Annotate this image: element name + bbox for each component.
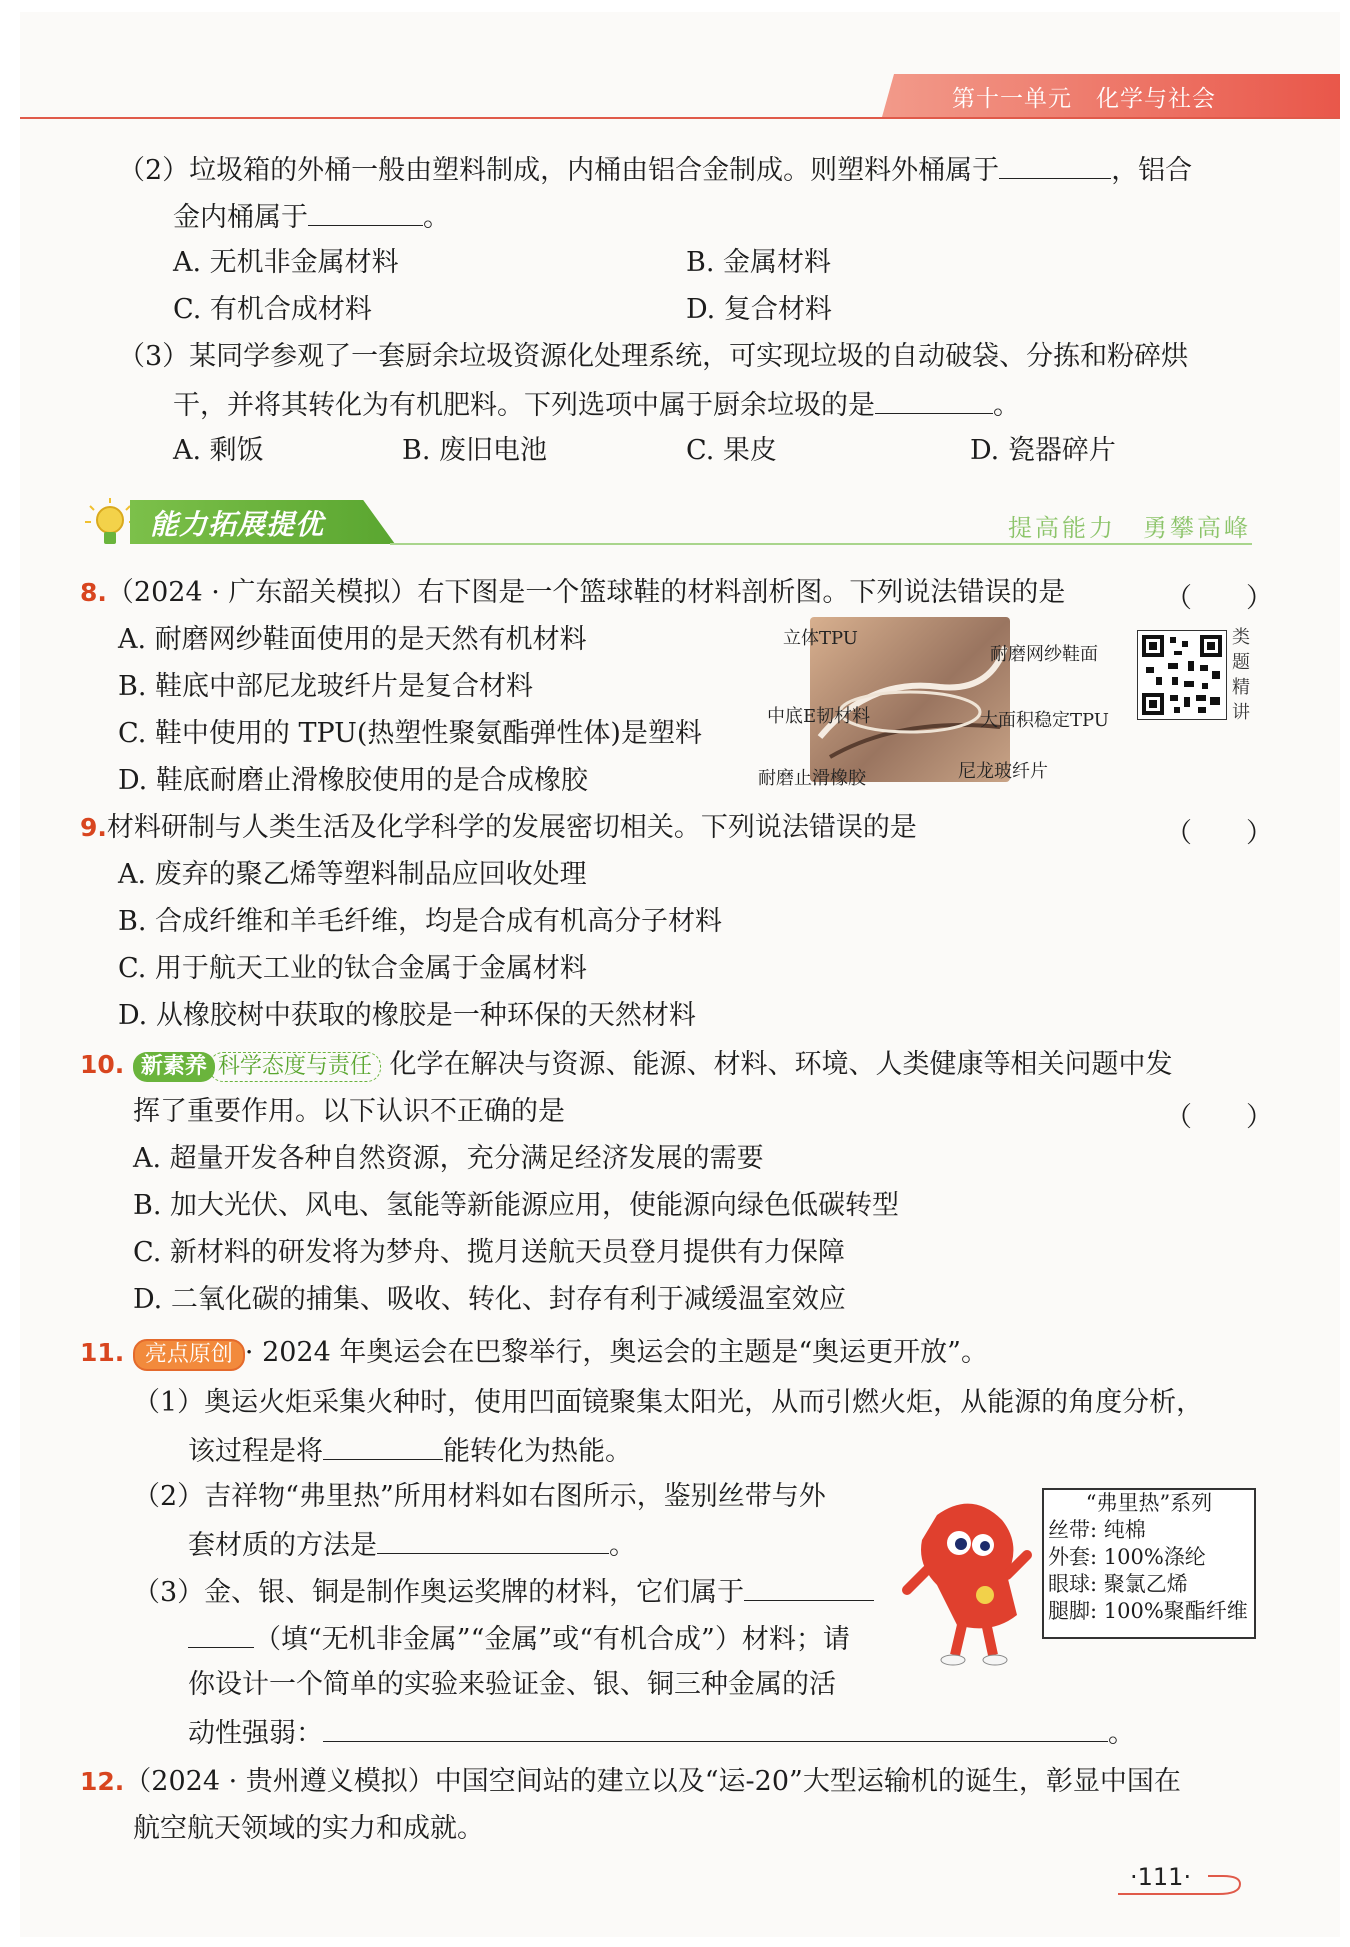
q7-part2-line1: （2）垃圾箱的外桶一般由塑料制成，内桶由铝合金制成。则塑料外桶属于 ，铝合 — [118, 152, 1192, 188]
answer-paren[interactable]: （ ） — [1165, 818, 1273, 849]
figure-label: 立体TPU — [783, 628, 858, 649]
figure-label: 大面积稳定TPU — [980, 710, 1109, 731]
answer-blank[interactable] — [323, 1715, 1108, 1742]
mascot-illustration — [897, 1495, 1037, 1670]
qr-caption: 类题精讲 — [1232, 627, 1250, 723]
answer-paren[interactable]: （ ） — [1165, 583, 1273, 614]
q11-part3-line2: （填“无机非金属”“金属”或“有机合成”）材料；请 — [188, 1621, 850, 1657]
q7-option[interactable]: B. 废旧电池 — [402, 435, 548, 466]
q11-part2-line1: （2）吉祥物“弗里热”所用材料如右图所示，鉴别丝带与外 — [133, 1481, 826, 1512]
mascot-box-row: 腿脚: 100%聚酯纤维 — [1048, 1599, 1248, 1623]
q7-part2-line2: 金内桶属于 。 — [173, 199, 450, 235]
figure-label: 尼龙玻纤片 — [958, 761, 1048, 782]
question-number: 12. — [80, 1767, 125, 1796]
mascot-box-title: “弗里热”系列 — [1085, 1491, 1213, 1515]
q11-part2-line2: 套材质的方法是 。 — [188, 1527, 636, 1563]
q11-part1-line2: 该过程是将 能转化为热能。 — [188, 1433, 632, 1469]
section-title: 能力拓展提优 — [150, 508, 325, 541]
unit-title: 第十一单元 化学与社会 — [952, 86, 1216, 112]
q9-option[interactable]: D. 从橡胶树中获取的橡胶是一种环保的天然材料 — [118, 1000, 696, 1031]
page-number-underline-icon — [1118, 1872, 1248, 1896]
q10-stem-line2: 挥了重要作用。以下认识不正确的是 — [133, 1096, 565, 1127]
q12-line1: 12.（2024 · 贵州遵义模拟）中国空间站的建立以及“运-20”大型运输机的诞生，彰显中国在 — [80, 1766, 1181, 1797]
header-rule — [20, 117, 1340, 119]
q11-part3-line4: 动性强弱： 。 — [188, 1715, 1135, 1751]
question-number: 8. — [80, 578, 107, 607]
mascot-box-row: 外套: 100%涤纶 — [1048, 1545, 1206, 1569]
answer-blank[interactable] — [188, 1621, 254, 1648]
answer-blank[interactable] — [744, 1574, 874, 1601]
q10-stem-line1: 10. 新素养 科学态度与责任 化学在解决与资源、能源、材料、环境、人类健康等相关问题中发 — [80, 1049, 1173, 1080]
q11-part3-line3: 你设计一个简单的实验来验证金、银、铜三种金属的活 — [188, 1669, 836, 1700]
figure-label: 中底E韧材料 — [767, 706, 871, 727]
section-slogan: 提高能力 勇攀高峰 — [1008, 514, 1251, 542]
q12-line2: 航空航天领域的实力和成就。 — [133, 1813, 484, 1844]
q9-option[interactable]: B. 合成纤维和羊毛纤维，均是合成有机高分子材料 — [118, 906, 723, 937]
q8-stem: 8.（2024 · 广东韶关模拟）右下图是一个篮球鞋的材料剖析图。下列说法错误的是 — [80, 577, 1066, 608]
section-rule — [390, 543, 1252, 545]
qr-code-icon — [1138, 631, 1226, 719]
q9-stem: 9.材料研制与人类生活及化学科学的发展密切相关。下列说法错误的是 — [80, 812, 917, 843]
q10-option[interactable]: C. 新材料的研发将为梦舟、揽月送航天员登月提供有力保障 — [133, 1237, 845, 1268]
q7-part3-line1: （3）某同学参观了一套厨余垃圾资源化处理系统，可实现垃圾的自动破袋、分拣和粉碎烘 — [118, 341, 1189, 372]
mascot-box-row: 丝带: 纯棉 — [1048, 1518, 1146, 1542]
qr-code[interactable] — [1137, 630, 1227, 720]
q8-option[interactable]: B. 鞋底中部尼龙玻纤片是复合材料 — [118, 671, 534, 702]
figure-label: 耐磨网纱鞋面 — [990, 644, 1098, 665]
answer-blank[interactable] — [377, 1527, 609, 1554]
q7-option[interactable]: A. 无机非金属材料 — [173, 247, 399, 278]
q10-option[interactable]: B. 加大光伏、风电、氢能等新能源应用，使能源向绿色低碳转型 — [133, 1190, 900, 1221]
q7-option[interactable]: C. 有机合成材料 — [173, 294, 372, 325]
q7-option[interactable]: C. 果皮 — [686, 435, 777, 466]
q11-stem: 11. 亮点原创 · 2024 年奥运会在巴黎举行，奥运会的主题是“奥运更开放”。 — [80, 1336, 988, 1371]
question-number: 9. — [80, 813, 107, 842]
q7-option[interactable]: A. 剩饭 — [173, 435, 264, 466]
new-literacy-tag: 新素养 — [133, 1052, 215, 1082]
answer-blank[interactable] — [875, 387, 993, 414]
q11-part3-line1: （3）金、银、铜是制作奥运奖牌的材料，它们属于 — [133, 1574, 874, 1610]
answer-paren[interactable]: （ ） — [1165, 1102, 1273, 1133]
page-number: ·111· — [1130, 1863, 1192, 1891]
q10-option[interactable]: A. 超量开发各种自然资源，充分满足经济发展的需要 — [133, 1143, 764, 1174]
q8-option[interactable]: A. 耐磨网纱鞋面使用的是天然有机材料 — [118, 624, 587, 655]
question-number: 11. — [80, 1338, 125, 1367]
figure-label: 耐磨止滑橡胶 — [758, 768, 866, 789]
q11-part1-line1: （1）奥运火炬采集火种时，使用凹面镜聚集太阳光，从而引燃火炬，从能源的角度分析， — [133, 1387, 1204, 1418]
literacy-topic-tag: 科学态度与责任 — [209, 1052, 381, 1082]
q10-option[interactable]: D. 二氧化碳的捕集、吸收、转化、封存有利于减缓温室效应 — [133, 1284, 846, 1315]
q8-option[interactable]: D. 鞋底耐磨止滑橡胶使用的是合成橡胶 — [118, 765, 588, 796]
q8-option[interactable]: C. 鞋中使用的 TPU(热塑性聚氨酯弹性体)是塑料 — [118, 718, 702, 749]
question-number: 10. — [80, 1050, 125, 1079]
q7-option[interactable]: B. 金属材料 — [686, 247, 832, 278]
lightbulb-icon — [82, 496, 138, 552]
answer-blank[interactable] — [308, 199, 423, 226]
q9-option[interactable]: A. 废弃的聚乙烯等塑料制品应回收处理 — [118, 859, 587, 890]
q7-option[interactable]: D. 瓷器碎片 — [970, 435, 1116, 466]
answer-blank[interactable] — [999, 152, 1111, 179]
q9-option[interactable]: C. 用于航天工业的钛合金属于金属材料 — [118, 953, 587, 984]
q7-option[interactable]: D. 复合材料 — [686, 294, 832, 325]
answer-blank[interactable] — [323, 1433, 443, 1460]
q7-part3-line2: 干，并将其转化为有机肥料。下列选项中属于厨余垃圾的是 。 — [173, 387, 1020, 423]
original-highlight-tag: 亮点原创 — [133, 1339, 245, 1371]
mascot-box-row: 眼球: 聚氯乙烯 — [1048, 1572, 1188, 1596]
mascot-materials-box — [1042, 1488, 1256, 1639]
